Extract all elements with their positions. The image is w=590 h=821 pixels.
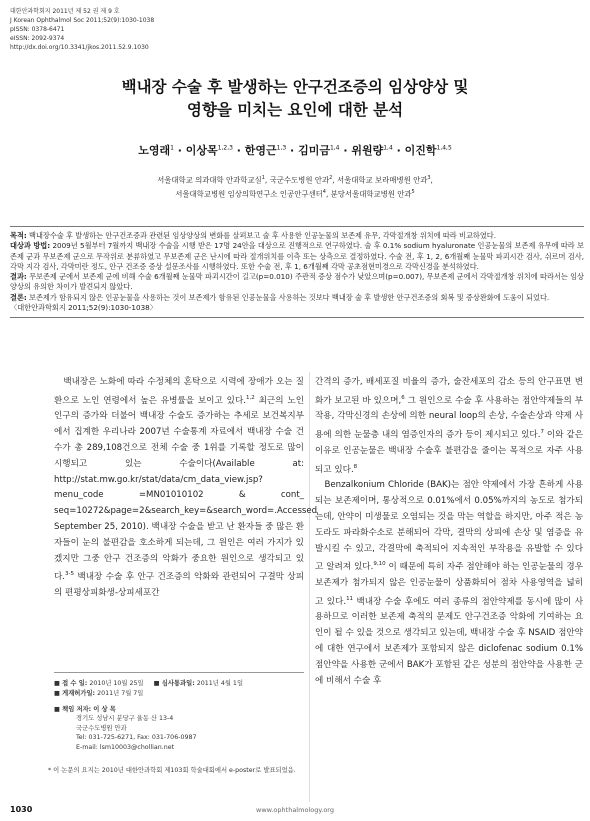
author-affiliation-index: 1,3	[276, 144, 287, 152]
body-text: 간격의 증가, 배세포질 비율의 증가, 술잔세포의 감소 등의 안구표면 변화가 보고된 바 있으며,	[315, 377, 583, 406]
abstract-box	[10, 226, 584, 318]
abstract-purpose	[10, 231, 584, 241]
journal-website[interactable]: www.ophthalmology.org	[256, 806, 334, 814]
article-title	[0, 76, 590, 122]
date-value: 2011년 7월 7일	[97, 689, 144, 697]
author-name: 한영근	[244, 144, 277, 157]
body-text: 백내장은 노화에 따라 수정체의 혼탁으로 시력에 장애가 오는 질환으로 노인 연령에서 높은 유병률을 보이고 있다.	[54, 377, 304, 406]
body-text: 최근의 노인 인구의 증가와 더불어 백내장 수술도 증가하는 추세로 보건복지부에서 집계한 우리나라 2007년 수술통계 자료에서 백내장 수술 건수가 총 289,108건으로 전체 수술 중 1위를 기록할 정도로 많이 시행되고 있는 수술이다(Available at: http://stat.mw.go.kr/stat/data/cm_data_view.jsp?menu_code =MN01010102 & cont_ seq=10272&page=2&search_key=&search_word=.Accessed September 25, 2010). 백내장 수술을 받고 난 환자들 중 많은 환자들이 눈의 불편감을 호소하게 되는데, 그 원인은 여러 가지가 있겠지만 그중 안구 건조증의 악화가 중요한 원인으로 생각되고 있다.	[54, 395, 318, 583]
author-name: 위원량	[351, 144, 384, 157]
date-label: ■ 접 수 일:	[54, 680, 88, 687]
body-text: 이 때문에 특히 자주 점안해야 하는 인공눈물의 경우 보존제가 첨가되지 않은 인공눈물이 상품화되어 점차 사용영역을 넓히고 있다.	[315, 562, 584, 607]
corr-phone: Tel: 031-725-6271, Fax: 031-706-0987	[76, 734, 197, 742]
affiliation-text: 서울대학교 의과대학 안과학교실	[157, 175, 262, 185]
author-affiliation-index: 1,4	[329, 144, 340, 152]
doi-link[interactable]: http://dx.doi.org/10.3341/jkos.2011.52.9.1030	[10, 44, 149, 51]
received-dates	[54, 672, 304, 698]
body-column-right	[315, 375, 583, 689]
abstract-text: 무보존제 군에서 보존제 군에 비해 수술 6개월째 눈물막 파괴시간이 길고(p=0.010) 주관적 증상 점수가 낮았으며(p=0.007), 무보존제 군에서 각막절개창 위치에 따라서는 임상양상의 유의한 차이가 발견되지 않았다.	[10, 272, 584, 292]
abstract-results	[10, 272, 584, 293]
journal-citation: J Korean Ophthalmol Soc 2011;52(9):1030-1038	[10, 17, 155, 24]
body-text: 백내장 수술 후에도 여러 종류의 점안약제를 동시에 많이 사용하므로 이러한 보존제 축적의 문제도 안구건조증 악화에 기여하는 요인이 될 수 있을 것으로 생각되고 있는데, 백내장 수술 후 NSAID 점안약에 대한 연구에서 보존제가 포함되지 않은 diclofenac sodium 0.1% 점안약을 사용한 군에서 BAK가 포함된 같은 성분의 점안약을 사용한 군에 비해서 수술 후	[315, 596, 584, 686]
body-text: 백내장 수술 후 안구 건조증의 악화와 관련되어 구결막 상피의 편평상피화생-상피세포간	[54, 572, 304, 599]
corr-institution: 국군수도병원 안과	[76, 724, 127, 732]
citation-ref: 1,2	[246, 394, 255, 401]
corr-label: ■ 책임 저자:	[54, 706, 92, 713]
date-row	[54, 679, 304, 689]
page-number: 1030	[10, 805, 33, 814]
affiliation-text: , 서울대학교 보라매병원 안과	[332, 175, 428, 185]
abstract-text: 백내장수술 후 발생하는 안구건조증과 관련된 임상양상의 변화를 살펴보고 술 후 사용한 인공눈물의 보존제 유무, 각막절개창 위치에 따라 비교하였다.	[26, 231, 496, 240]
date-value: 2010년 10월 25일	[89, 680, 144, 687]
affiliation-text: , 국군수도병원 안과	[264, 175, 330, 185]
abstract-text: 2009년 5월부터 7월까지 백내장 수술을 시행 받은 17명 24안을 대상으로 진행적으로 연구하였다. 술 후 0.1% sodium hyaluronate 인공눈물의 보존제 유무에 따라 보존제 군과 무보존제 군으로 무작위로 분류하였고 무보존제 군은 난시에 따라 절개위치를 이측 또는 상측으로 결정하였다. 수술 전, 후 1, 2, 6개월째 눈물막 파괴시간 검사, 쉬르머 검사, 각막 지각 검사, 각막미란 정도, 안구 건조증 증상 설문조사를 시행하였다. 또한 수술 전, 후 1, 6개월째 각막 공초점현미경으로 각막신경을 분석하였다.	[10, 241, 585, 271]
body-text: 그 원인으로 수술 후 사용하는 점안약제들의 부작용, 각막신경의 손상에 의한 neural loop의 손상, 수술손상과 약제 사용에 의한 눈물층 내의 염증인자의 증가 등이 제시되고 있다.	[315, 395, 583, 441]
author-name: 노영래	[138, 144, 171, 157]
journal-name-korean: 대한안과학회지 2011년 제 52 권 제 9 호	[10, 8, 120, 15]
abstract-methods	[10, 241, 584, 272]
author-name: 김미금	[298, 144, 330, 157]
affiliation-line-1: 서울대학교 의과대학 안과학교실$^1$, 국군수도병원 안과$^2$, 서울대학교 보라매병원 안과$^3$,	[157, 175, 433, 185]
author-list: 노영래$^1$ · 이상목$^{1,2,3}$ · 한영근$^{1,3}$ · 김미금$^{1,4}$ · 위원량$^{1,4}$ · 이진학$^{1,4,5}$	[138, 144, 452, 157]
corr-header	[54, 705, 197, 714]
date-label: ■ 게재허가일:	[54, 689, 96, 697]
journal-header	[10, 7, 154, 52]
corresponding-author	[54, 705, 197, 752]
corr-name: 이 상 목	[93, 706, 116, 713]
corr-address: 경기도 성남시 분당구 율동 산 13-4	[76, 715, 174, 723]
abstract-conclusion	[10, 293, 584, 303]
abstract-label: 결론:	[10, 292, 27, 302]
author-name: 이상목	[185, 144, 218, 157]
eissn: eISSN: 2092-9374	[10, 35, 65, 42]
body-paragraph	[54, 375, 318, 602]
pissn: pISSN: 0378-6471	[10, 26, 65, 33]
abstract-citation: 〈대한안과학회지 2011;52(9):1030-1038〉	[10, 303, 157, 313]
author-affiliation-index: 1,4	[383, 144, 393, 152]
citation-ref: 3-5	[65, 571, 75, 578]
body-text: Benzalkonium Chloride (BAK)는 점안 약제에서 가장 흔하게 사용되는 보존제이며, 통상적으로 0.01%에서 0.05%까지의 농도로 첨가되는데, 안약이 미생물로 오염되는 것을 막는 역할을 하지만, 아주 적은 농도라도 파라화수소로 분해되어 각막, 결막의 상피에 손상 및 염증을 유발시킬 수 있고, 각결막에 축적되어 지속적인 부작용을 유발할 수 있다고 알려져 있다.	[315, 480, 584, 573]
affiliation-text: , 분당서울대학교병원 안과	[325, 189, 412, 199]
title-line-1: 백내장 수술 후 발생하는 안구건조증의 임상양상 및	[121, 78, 469, 96]
author-affiliation-index: 1,2,3	[217, 144, 233, 152]
citation-ref: 8	[353, 463, 358, 470]
abstract-label: 목적:	[10, 231, 27, 240]
author-name: 이진학	[404, 144, 437, 157]
affiliation-text: 서울대학교병원 임상의학연구소 인공안구센터	[175, 189, 323, 199]
date-value: 2011년 4월 1일	[196, 680, 244, 687]
citation-ref: 9,10	[373, 561, 386, 568]
author-affiliation-index: 1	[170, 144, 174, 152]
body-text: 이와 같은 이유로 인공눈물은 백내장 수술후 불편감을 줄이는 목적으로 자주 사용되고 있다.	[315, 430, 584, 475]
date-row	[54, 689, 304, 699]
body-column-left	[54, 375, 318, 602]
title-line-2: 영향을 미치는 요인에 대한 분석	[186, 101, 404, 119]
affiliations	[0, 172, 590, 201]
citation-ref: 7	[540, 429, 544, 436]
footnote: * 이 논문의 요지는 2010년 대한안과학회 제103회 학술대회에서 e-poster로 발표되었음.	[48, 767, 296, 774]
body-paragraph	[315, 375, 583, 478]
abstract-label: 결과:	[10, 272, 27, 282]
column-divider	[309, 372, 310, 802]
date-label: ■ 심사통과일:	[153, 680, 195, 687]
corr-email[interactable]: E-mail: lsm10003@chollian.net	[76, 743, 175, 751]
citation-ref: 11	[346, 595, 354, 602]
affiliation-line-2: 서울대학교병원 임상의학연구소 인공안구센터$^4$, 분당서울대학교병원 안과$^5$	[175, 189, 415, 199]
abstract-label: 대상과 방법:	[10, 241, 51, 251]
citation-ref: 6	[401, 394, 405, 401]
body-paragraph	[315, 478, 583, 689]
abstract-text: 보존제가 함유되지 않은 인공눈물을 사용하는 것이 보존제가 함유된 인공눈물을 사용하는 것보다 백내장 술 후 발생한 안구건조증의 회복 및 증상완화에 도움이 되었다.	[26, 292, 550, 302]
author-affiliation-index: 1,4,5	[436, 144, 452, 152]
